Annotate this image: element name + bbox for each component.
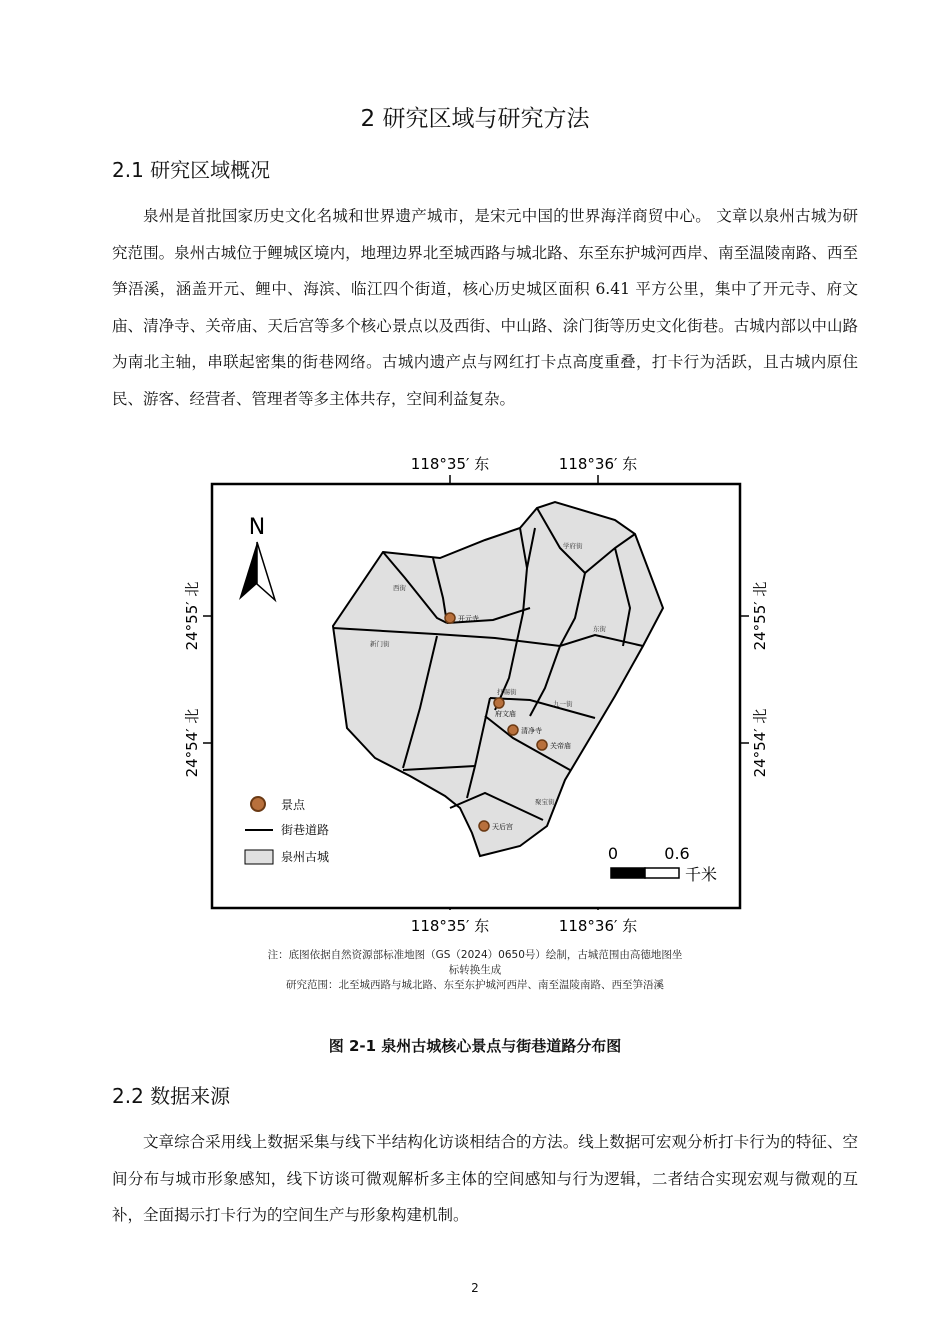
scale-unit: 千米 xyxy=(685,865,718,884)
spot-label-guandi: 关帝庙 xyxy=(550,742,571,750)
lat-label-left-2: 24°54′ 北 xyxy=(183,708,201,778)
page-number: 2 xyxy=(471,1281,479,1295)
spot-tianhou xyxy=(479,821,513,831)
spot-qingjing xyxy=(508,725,542,735)
lat-label-left-1: 24°55′ 北 xyxy=(183,581,201,651)
subsection-title-2-2: 2.2 数据来源 xyxy=(112,1084,231,1108)
section-title: 2 研究区域与研究方法 xyxy=(360,106,590,132)
legend-area-label: 泉州古城 xyxy=(281,850,330,864)
spot-guandi xyxy=(537,740,571,750)
street-label-xijie: 西街 xyxy=(393,584,406,592)
street-label-dongjie: 东街 xyxy=(593,625,606,633)
street-label-wenxing: 聚宝街 xyxy=(535,798,555,806)
spot-marker-guandi xyxy=(537,740,547,750)
lat-label-right-1: 24°55′ 北 xyxy=(751,581,769,651)
lon-label-bottom-1: 118°35′ 东 xyxy=(410,917,490,935)
spot-kaiyuan xyxy=(445,613,479,623)
street-label-jiuyi: 九一街 xyxy=(553,700,573,708)
scale-zero: 0 xyxy=(607,844,619,863)
paragraph-study-area: 泉州是首批国家历史文化名城和世界遗产城市，是宋元中国的世界海洋商贸中心。 文章以泉州古城为研究范围。泉州古城位于鲤城区境内，地理边界北至城西路与城北路、东至东护城河西岸、南至温陵南路、西至笋浯溪，涵盖开元、鲤中、海滨、临江四个街道，核心历史城区面积 6.41 平方公里，集中了开元寺、府文庙、清净寺、关帝庙、天后宫等多个核心景点以及西街、中山路、涂门街等历史文化街巷。古城内部以中山路为南北主轴，串联起密集的街巷网络。古城内遗产点与网红打卡点高度重叠，打卡行为活跃，且古城内原住民、游客、经营者、管理者等多主体共存，空间利益复杂。 xyxy=(112,207,858,408)
paragraph-data-source: 文章综合采用线上数据采集与线下半结构化访谈相结合的方法。线上数据可宏观分析打卡行为的特征、空间分布与城市形象感知，线下访谈可微观解析多主体的空间感知与行为逻辑，二者结合实现宏观与微观的互补，全面揭示打卡行为的空间生产与形象构建机制。 xyxy=(112,1133,858,1224)
subsection-title-2-1: 2.1 研究区域概况 xyxy=(112,158,271,182)
legend-area-icon xyxy=(245,850,273,864)
figure-note-line-3: 研究范围：北至城西路与城北路、东至东护城河西岸、南至温陵南路、西至笋浯溪 xyxy=(286,979,664,991)
scale-segment-black xyxy=(611,868,645,878)
spot-marker-qingjing xyxy=(508,725,518,735)
spot-marker-kaiyuan xyxy=(445,613,455,623)
north-label: N xyxy=(248,515,266,540)
lon-label-top-1: 118°35′ 东 xyxy=(410,455,490,473)
figure-caption: 图 2-1 泉州古城核心景点与街巷道路分布图 xyxy=(328,1037,622,1055)
street-label-xuefu: 学府街 xyxy=(563,542,583,550)
scale-segment-white xyxy=(645,868,679,878)
legend-spot-label: 景点 xyxy=(281,798,306,812)
spot-label-tianhou: 天后宫 xyxy=(492,823,513,831)
spot-label-qingjing: 清净寺 xyxy=(521,727,542,735)
scale-max: 0.6 xyxy=(664,844,690,863)
legend-spot-icon xyxy=(251,797,265,811)
spot-marker-tianhou xyxy=(479,821,489,831)
figure-note-line-2: 标转换生成 xyxy=(448,964,502,976)
lon-label-bottom-2: 118°36′ 东 xyxy=(558,917,638,935)
legend-road-label: 街巷道路 xyxy=(281,823,330,837)
spot-label-fuwenmiao: 府文庙 xyxy=(495,710,516,718)
spot-label-kaiyuan: 开元寺 xyxy=(458,615,479,623)
spot-marker-fuwenmiao xyxy=(494,698,504,708)
figure-note-line-1: 注：底图依据自然资源部标准地图（GS（2024）0650号）绘制，古城范围由高德地图坐 xyxy=(267,949,683,961)
study-area-map xyxy=(175,448,785,910)
map-bottom-labels xyxy=(175,910,785,940)
street-label-dajin: 打锡街 xyxy=(497,688,517,696)
lon-label-top-2: 118°36′ 东 xyxy=(558,455,638,473)
street-label-xinmen: 新门街 xyxy=(370,640,390,648)
lat-label-right-2: 24°54′ 北 xyxy=(751,708,769,778)
